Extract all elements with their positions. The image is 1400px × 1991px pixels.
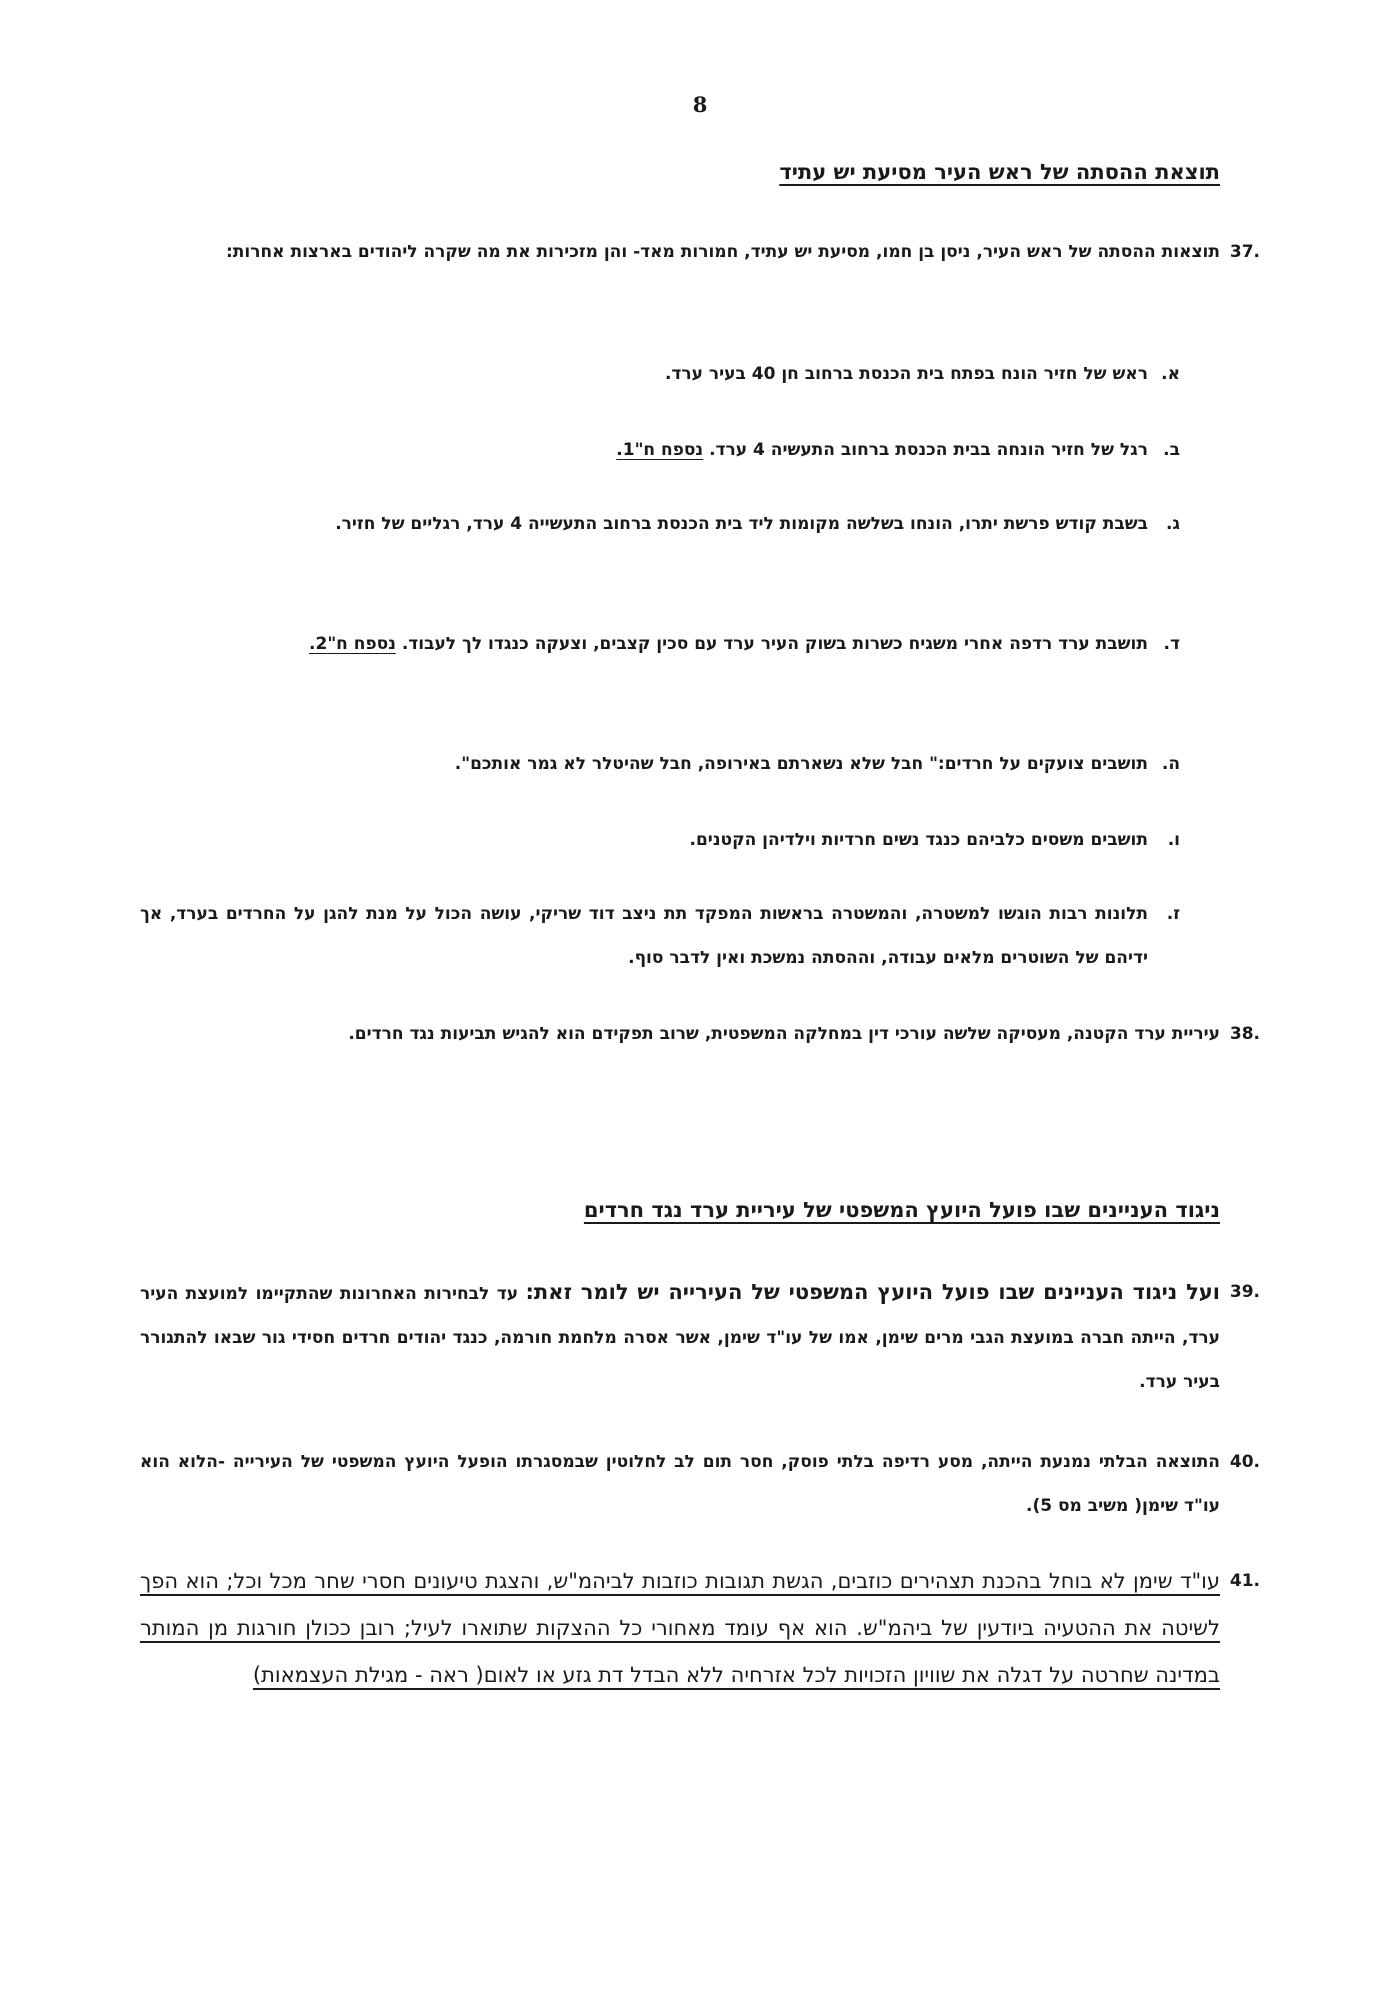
list-item: [140, 892, 1180, 980]
paragraph-text: עיריית ערד הקטנה, מעסיקה שלשה עורכי דין במחלקה המשפטית, שרוב תפקידם הוא להגיש תביעות נגד חרדים.: [348, 1024, 1220, 1044]
item-text: תושבת ערד רדפה אחרי משגיח כשרות בשוק העיר ערד עם סכין קצבים, וצעקה כנגדו לך לעבוד. נספח ח"2.: [309, 634, 1148, 654]
paragraph-41: [140, 1558, 1260, 1699]
paragraph-38: [140, 1012, 1260, 1056]
paragraph-text: התוצאה הבלתי נמנעת הייתה, מסע רדיפה בלתי פוסק, חסר תום לב לחלוטין שבמסגרתו הופעל היועץ המשפטי של העירייה -הלוא הוא עו"ד שימן( משיב מס 5).: [140, 1452, 1220, 1516]
paragraph-number: .40: [1229, 1452, 1260, 1472]
item-text: בשבת קודש פרשת יתרו, הונחו בשלשה מקומות ליד בית הכנסת ברחוב התעשייה 4 ערד, רגליים של חזיר.: [335, 514, 1148, 534]
paragraph-lead: ועל ניגוד העניינים שבו פועל היועץ המשפטי של העירייה יש לומר זאת:: [525, 1280, 1221, 1304]
paragraph-37: [140, 230, 1260, 274]
paragraph-39: [140, 1270, 1260, 1404]
paragraph-number: .38: [1229, 1024, 1260, 1044]
list-item: [140, 818, 1180, 862]
item-letter: ד.: [1163, 634, 1180, 654]
paragraph-text: תוצאות ההסתה של ראש העיר, ניסן בן חמו, מסיעת יש עתיד, חמורות מאד- והן מזכירות את מה שקרה ליהודים בארצות אחרות:: [226, 242, 1220, 262]
item-letter: ה.: [1161, 754, 1180, 774]
appendix-reference: נספח ח"1.: [616, 440, 704, 460]
item-letter: ו.: [1167, 830, 1180, 850]
paragraph-number: .39: [1229, 1282, 1260, 1302]
item-letter: ג.: [1165, 514, 1180, 534]
item-letter: ז.: [1166, 904, 1180, 924]
item-text: ראש של חזיר הונח בפתח בית הכנסת ברחוב חן 40 בעיר ערד.: [664, 364, 1148, 384]
item-text: רגל של חזיר הונחה בבית הכנסת ברחוב התעשיה 4 ערד. נספח ח"1.: [616, 440, 1148, 460]
item-text: תושבים צועקים על חרדים:" חבל שלא נשארתם באירופה, חבל שהיטלר לא גמר אותכם".: [454, 754, 1148, 774]
paragraph-text: ועל ניגוד העניינים שבו פועל היועץ המשפטי של העירייה יש לומר זאת: עד לבחירות האחרונות שהתקיימו למועצת העיר ערד, הייתה חברה במועצת הגבי מרים שימן, אמו של עו"ד שימן, אשר אסרה מלחמת חורמה, כנגד יהודים חרדים חסידי גור שבאו להתגורר בעיר ערד.: [140, 1280, 1221, 1392]
paragraph-text: עו"ד שימן לא בוחל בהכנת תצהירים כוזבים, הגשת תגובות כוזבות לביהמ"ש, והצגת טיעונים חסרי שחר מכל וכל; הוא הפך לשיטה את ההטעיה ביודעין של ביהמ"ש. הוא אף עומד מאחורי כל ההצקות שתוארו לעיל; רובן ככולן חורגות מן המותר במדינה שחרטה על דגלה את שוויון הזכויות לכל אזרחיה ללא הבדל דת גזע או לאום( ראה - מגילת העצמאות): [140, 1569, 1220, 1687]
list-item: [140, 742, 1180, 786]
paragraph-number: .37: [1229, 242, 1260, 262]
item-letter: ב.: [1163, 440, 1180, 460]
section-heading-conflict-of-interest: ניגוד העניינים שבו פועל היועץ המשפטי של עיריית ערד נגד חרדים: [583, 1198, 1220, 1222]
list-item: [140, 352, 1180, 396]
section-heading-incitement: תוצאת ההסתה של ראש העיר מסיעת יש עתיד: [779, 160, 1220, 184]
page-number: 8: [692, 92, 708, 117]
list-item: [140, 502, 1180, 546]
list-item: [140, 622, 1180, 666]
appendix-reference: נספח ח"2.: [309, 634, 396, 654]
list-item: [140, 428, 1180, 472]
paragraph-40: [140, 1440, 1260, 1528]
item-text: תושבים משסים כלביהם כנגד נשים חרדיות וילדיהן הקטנים.: [689, 830, 1148, 850]
paragraph-number: .41: [1229, 1571, 1260, 1591]
item-text: תלונות רבות הוגשו למשטרה, והמשטרה בראשות המפקד תת ניצב דוד שריקי, עושה הכול על מנת להגן על החרדים בערד, אך ידיהם של השוטרים מלאים עבודה, וההסתה נמשכת ואין לדבר סוף.: [140, 904, 1148, 968]
item-letter: א.: [1161, 364, 1180, 384]
